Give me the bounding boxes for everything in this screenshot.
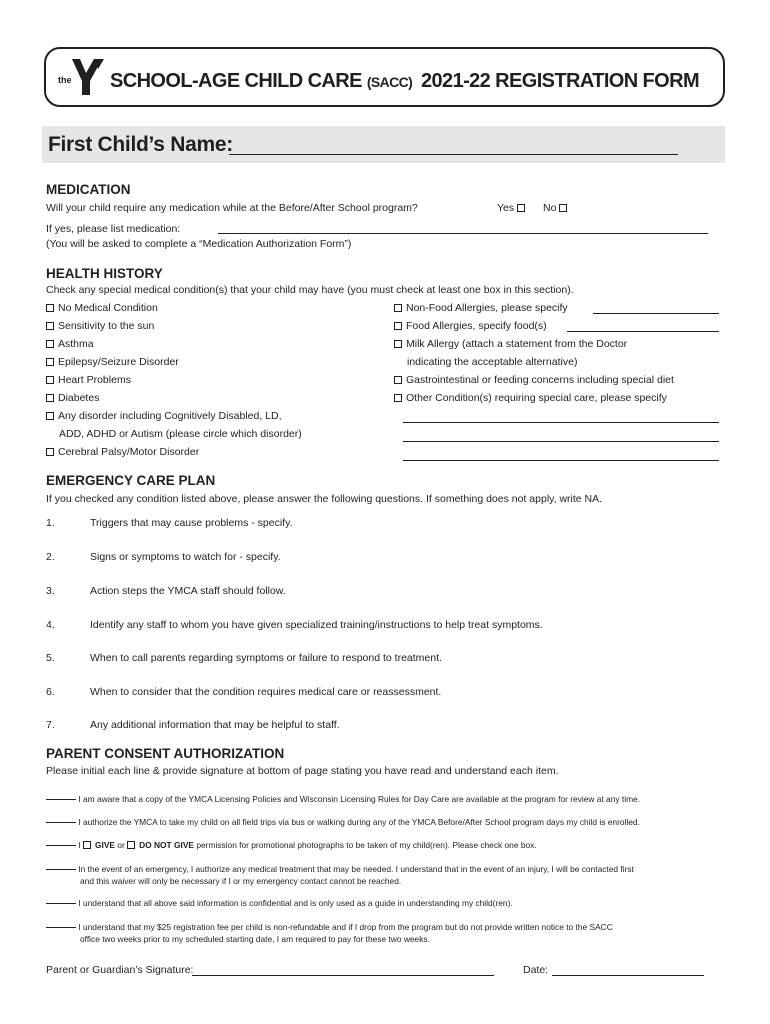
plan-item-number: 6. [46,686,55,698]
checkbox[interactable] [46,448,54,456]
plan-item-text: When to consider that the condition requires medical care or reassessment. [90,686,442,698]
condition-item[interactable]: No Medical Condition [46,302,158,314]
medication-list-label: If yes, please list medication: [46,223,181,235]
plan-item-number: 4. [46,619,55,631]
medication-list-field[interactable] [218,233,708,234]
checkbox[interactable] [46,358,54,366]
condition-item[interactable]: Any disorder including Cognitively Disabled, LD, [46,410,282,422]
checkbox[interactable] [46,376,54,384]
condition-item[interactable]: Asthma [46,338,94,350]
checkbox[interactable] [394,376,402,384]
checkbox[interactable] [394,304,402,312]
plan-item-text: Identify any staff to whom you have given specialized training/instructions to help treat symptoms. [90,619,543,631]
checkbox[interactable] [46,340,54,348]
plan-item-text: Signs or symptoms to watch for - specify. [90,551,281,563]
condition-continuation: indicating the acceptable alternative) [407,356,578,368]
checkbox[interactable] [394,322,402,330]
give-checkbox[interactable] [83,841,91,849]
plan-item-number: 5. [46,652,55,664]
plan-item-number: 1. [46,517,55,529]
consent-heading: PARENT CONSENT AUTHORIZATION [46,746,285,761]
checkbox[interactable] [46,412,54,420]
specify-field[interactable] [403,422,719,423]
consent-item: In the event of an emergency, I authorize any medical treatment that may be needed. I understand that in the event of an injury, I will be contacted first [46,864,634,874]
form-title: SCHOOL-AGE CHILD CARE (SACC) [110,70,413,92]
plan-item-text: When to call parents regarding symptoms or failure to respond to treatment. [90,652,442,664]
initials-field[interactable] [46,903,76,904]
yes-checkbox[interactable] [517,204,525,212]
initials-field[interactable] [46,799,76,800]
condition-item[interactable]: Gastrointestinal or feeding concerns including special diet [394,374,674,386]
specify-field[interactable] [403,441,719,442]
condition-item[interactable]: Other Condition(s) requiring special care, please specify [394,392,667,404]
consent-item: I understand that all above said information is confidential and is only used as a guide in understanding my child(ren). [46,898,513,908]
form-year-title: 2021-22 REGISTRATION FORM [421,70,700,92]
consent-item: I am aware that a copy of the YMCA Licensing Policies and Wisconsin Licensing Rules for Day Care are available at the program for review at any time. [46,794,640,804]
condition-item[interactable]: Epilepsy/Seizure Disorder [46,356,179,368]
consent-item: I authorize the YMCA to take my child on all field trips via bus or walking during any of the YMCA Before/After School program days my child is enrolled. [46,817,640,827]
date-label: Date: [523,964,549,976]
condition-item[interactable]: Non-Food Allergies, please specify [394,302,568,314]
medication-question: Will your child require any medication while at the Before/After School program? [46,202,418,214]
initials-field[interactable] [46,927,76,928]
specify-field[interactable] [403,460,719,461]
medication-yes[interactable]: Yes [497,202,525,214]
child-name-label: First Child’s Name: [48,133,233,156]
emergency-intro: If you checked any condition listed above, please answer the following questions. If something does not apply, write NA. [46,493,603,505]
checkbox[interactable] [46,394,54,402]
consent-item: I GIVE or DO NOT GIVE permission for promotional photographs to be taken of my child(ren). Please check one box. [46,840,537,850]
specify-field[interactable] [593,313,719,314]
consent-item: I understand that my $25 registration fee per child is non-refundable and if I drop from the program but do not provide written notice to the SACC [46,922,613,932]
emergency-heading: EMERGENCY CARE PLAN [46,473,216,488]
plan-item-text: Any additional information that may be helpful to staff. [90,719,340,731]
checkbox[interactable] [46,322,54,330]
checkbox[interactable] [46,304,54,312]
health-heading: HEALTH HISTORY [46,266,163,281]
initials-field[interactable] [46,822,76,823]
initials-field[interactable] [46,869,76,870]
specify-field[interactable] [567,331,719,332]
no-checkbox[interactable] [559,204,567,212]
condition-item[interactable]: Heart Problems [46,374,131,386]
condition-continuation: ADD, ADHD or Autism (please circle which disorder) [59,428,302,440]
condition-item[interactable]: Food Allergies, specify food(s) [394,320,547,332]
checkbox[interactable] [394,340,402,348]
plan-item-text: Triggers that may cause problems - specify. [90,517,293,529]
condition-item[interactable]: Cerebral Palsy/Motor Disorder [46,446,199,458]
consent-intro: Please initial each line & provide signature at bottom of page stating you have read and understand each item. [46,765,559,777]
logo-text: the [58,75,72,85]
checkbox[interactable] [394,394,402,402]
condition-item[interactable]: Sensitivity to the sun [46,320,154,332]
plan-item-text: Action steps the YMCA staff should follow. [90,585,286,597]
plan-item-number: 7. [46,719,55,731]
child-name-field[interactable] [229,154,678,155]
medication-heading: MEDICATION [46,182,131,197]
medication-no[interactable]: No [543,202,567,214]
condition-item[interactable]: Milk Allergy (attach a statement from the Doctor [394,338,627,350]
health-intro: Check any special medical condition(s) that your child may have (you must check at least one box in this section). [46,284,574,296]
plan-item-number: 3. [46,585,55,597]
ymca-logo [58,57,106,97]
date-field[interactable] [552,975,704,976]
medication-note: (You will be asked to complete a “Medication Authorization Form”) [46,238,352,250]
plan-item-number: 2. [46,551,55,563]
consent-item-continuation: office two weeks prior to my scheduled starting date, I am required to pay for these two weeks. [80,934,430,944]
parent-signature-field[interactable] [192,975,494,976]
do-not-give-checkbox[interactable] [127,841,135,849]
initials-field[interactable] [46,845,76,846]
condition-item[interactable]: Diabetes [46,392,99,404]
parent-signature-label: Parent or Guardian’s Signature: [46,964,194,976]
consent-item-continuation: and this waiver will only be necessary if I or my emergency contact cannot be reached. [80,876,402,886]
